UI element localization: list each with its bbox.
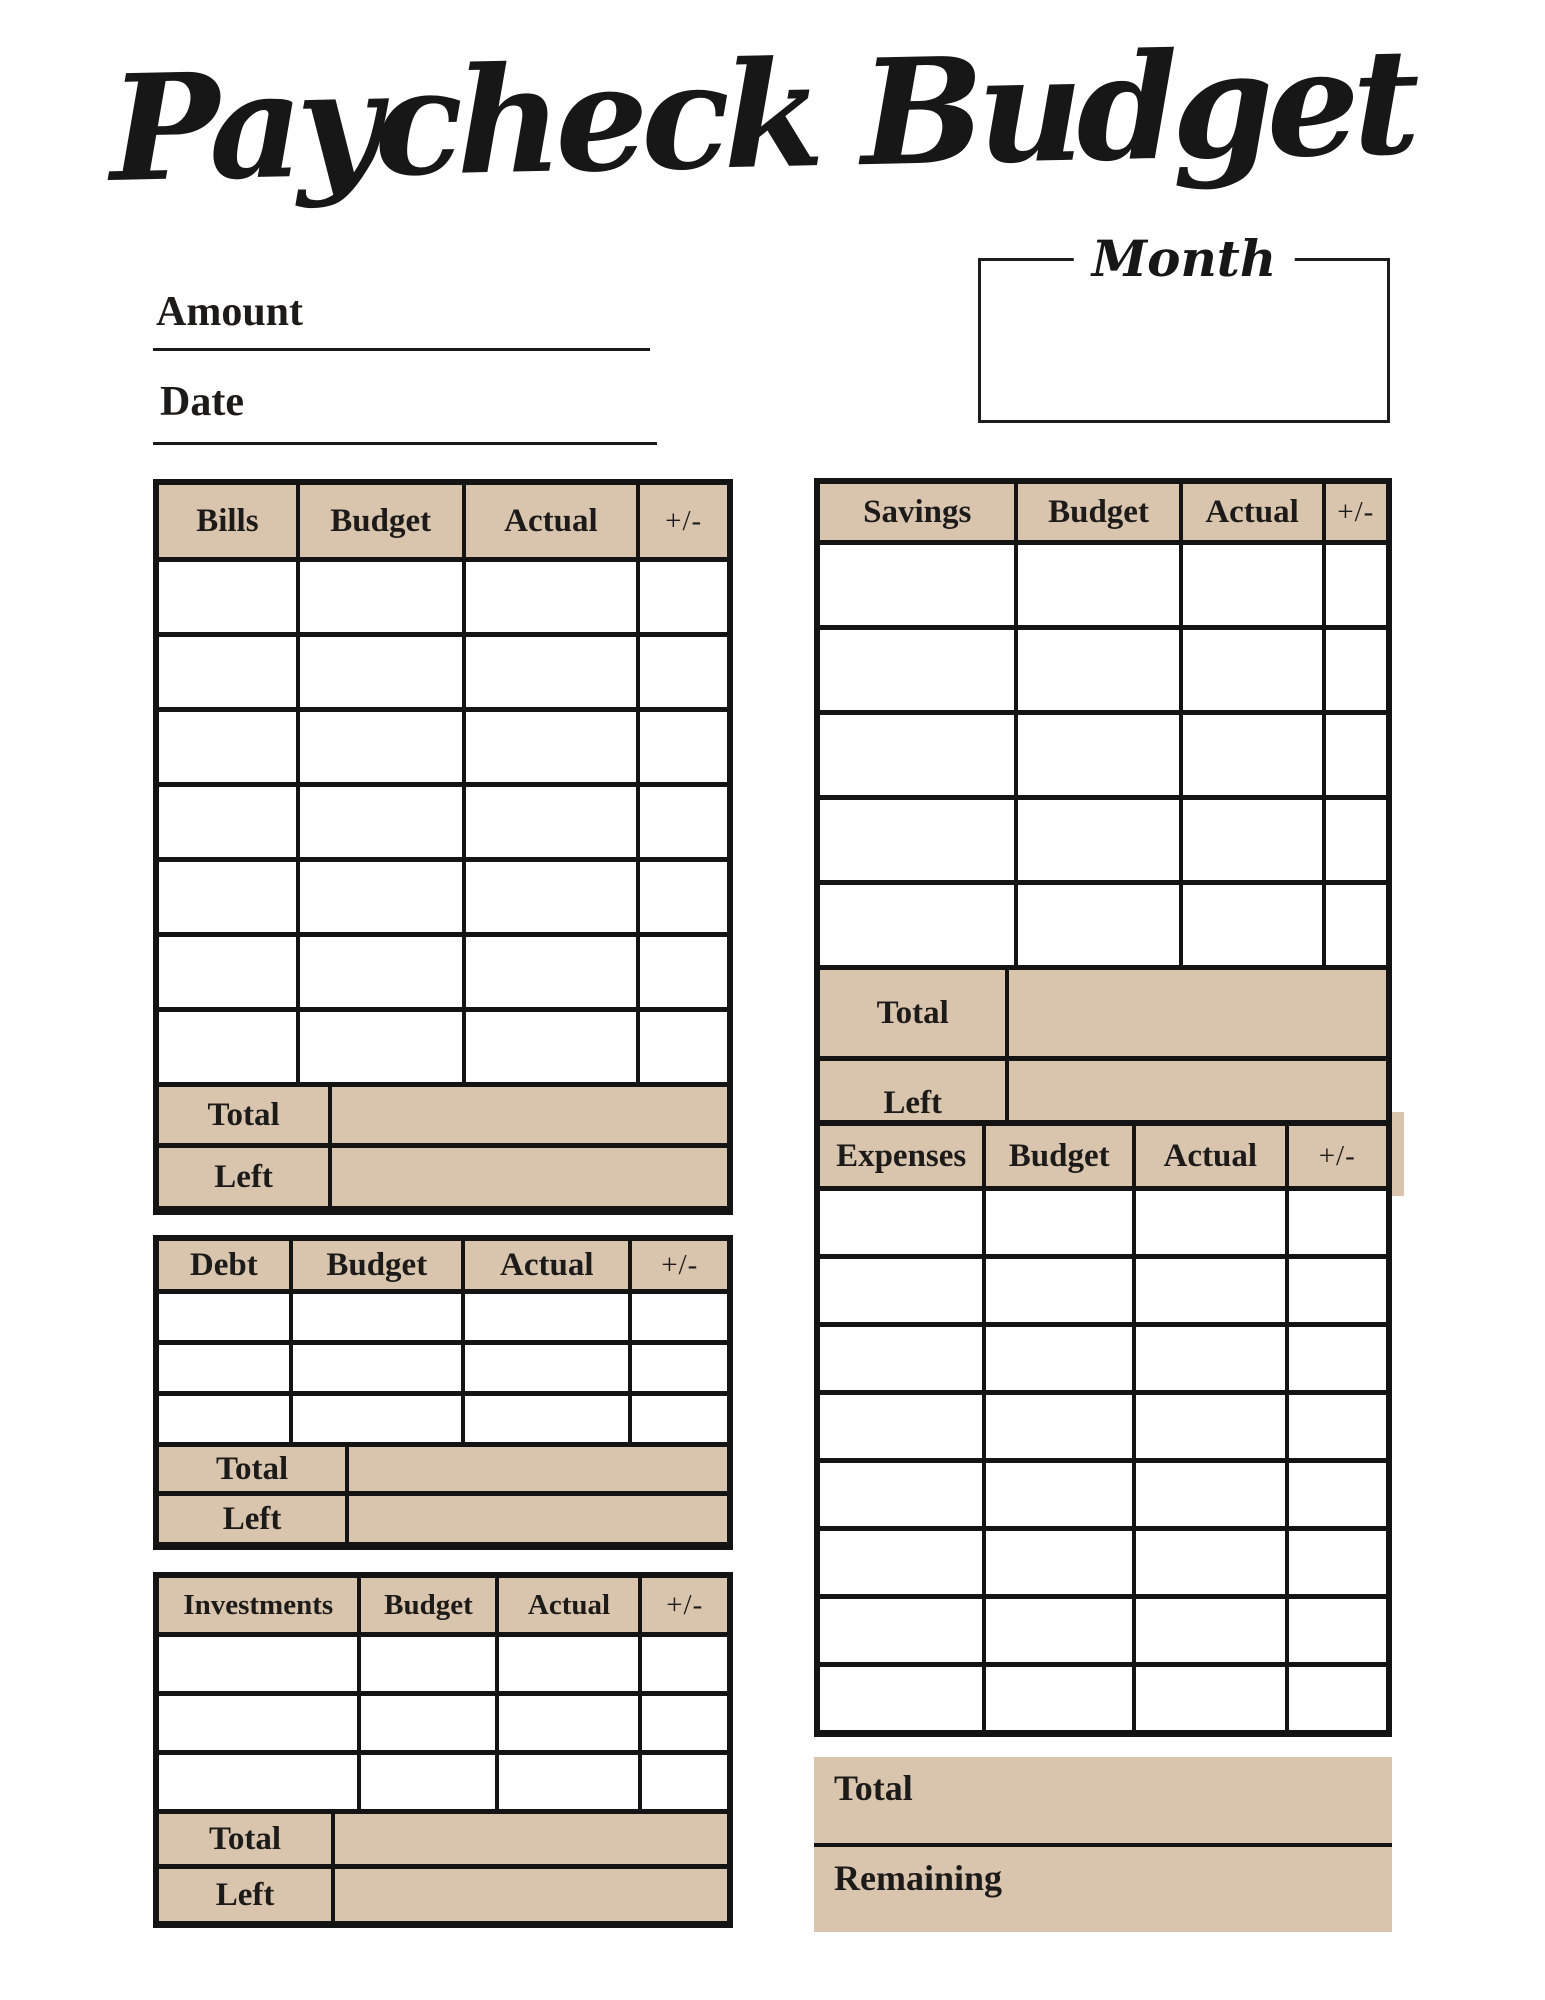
bills-cell-r7c2[interactable] [300, 1012, 462, 1082]
expenses-cell-r3c1[interactable] [820, 1327, 982, 1390]
savings-actual-header: Actual [1183, 484, 1322, 540]
expenses-cell-r6c4[interactable] [1289, 1531, 1387, 1594]
bills-row-2 [159, 637, 727, 707]
investments-row-3 [159, 1755, 727, 1809]
investments-actual-header: Actual [499, 1578, 638, 1632]
debt-row-3 [159, 1396, 727, 1442]
bills-cell-r5c3[interactable] [466, 862, 637, 932]
investments-cell-r3c2[interactable] [361, 1755, 495, 1809]
debt-left-label: Left [159, 1496, 345, 1542]
savings-row-3 [820, 715, 1386, 795]
bills-cell-r4c3[interactable] [466, 787, 637, 857]
savings-cell-r4c1[interactable] [820, 800, 1014, 880]
investments-cell-r3c4[interactable] [642, 1755, 727, 1809]
expenses-cell-r2c4[interactable] [1289, 1259, 1387, 1322]
bills-left-label: Left [159, 1148, 328, 1206]
expenses-cell-r2c3[interactable] [1136, 1259, 1284, 1322]
bills-cell-r4c2[interactable] [300, 787, 462, 857]
amount-label: Amount [156, 289, 304, 335]
debt-cell-r1c3[interactable] [465, 1294, 628, 1340]
savings-cell-r2c4[interactable] [1326, 630, 1386, 710]
bills-row-4 [159, 787, 727, 857]
investments-plus-minus-header: +/- [642, 1578, 727, 1632]
investments-cell-r2c1[interactable] [159, 1696, 357, 1750]
bills-cell-r7c4[interactable] [640, 1012, 727, 1082]
investments-total-label: Total [159, 1814, 331, 1864]
bills-row-5 [159, 862, 727, 932]
bills-plus-minus-header: +/- [640, 485, 727, 557]
bills-row-7 [159, 1012, 727, 1082]
savings-cell-r5c1[interactable] [820, 885, 1014, 965]
debt-cell-r3c2[interactable] [293, 1396, 461, 1442]
investments-total-row [159, 1814, 727, 1864]
expenses-cell-r7c4[interactable] [1289, 1599, 1387, 1662]
expenses-cell-r1c4[interactable] [1289, 1191, 1387, 1254]
bills-total-row [159, 1087, 727, 1143]
investments-row-1 [159, 1637, 727, 1691]
expenses-cell-r3c3[interactable] [1136, 1327, 1284, 1390]
savings-cell-r2c1[interactable] [820, 630, 1014, 710]
debt-cell-r3c1[interactable] [159, 1396, 289, 1442]
debt-cell-r3c4[interactable] [632, 1396, 727, 1442]
expenses-summary-block [814, 1757, 1392, 1932]
savings-cell-r1c2[interactable] [1018, 545, 1178, 625]
savings-cell-r4c4[interactable] [1326, 800, 1386, 880]
expenses-cell-r3c2[interactable] [986, 1327, 1132, 1390]
savings-total-row [820, 970, 1386, 1056]
expenses-cell-r1c2[interactable] [986, 1191, 1132, 1254]
bills-cell-r2c3[interactable] [466, 637, 637, 707]
expenses-row-7 [820, 1599, 1386, 1662]
bills-cell-r6c1[interactable] [159, 937, 296, 1007]
bills-cell-r1c1[interactable] [159, 562, 296, 632]
debt-cell-r2c3[interactable] [465, 1345, 628, 1391]
investments-left-value[interactable] [335, 1869, 727, 1921]
expenses-header-shadow [1392, 1112, 1404, 1196]
investments-cell-r3c3[interactable] [499, 1755, 638, 1809]
summary-remaining-label: Remaining [834, 1857, 1003, 1898]
bills-cell-r3c3[interactable] [466, 712, 637, 782]
debt-left-row [159, 1496, 727, 1542]
bills-cell-r5c2[interactable] [300, 862, 462, 932]
expenses-row-3 [820, 1327, 1386, 1390]
bills-cell-r7c1[interactable] [159, 1012, 296, 1082]
bills-cell-r7c3[interactable] [466, 1012, 637, 1082]
bills-cell-r6c4[interactable] [640, 937, 727, 1007]
expenses-cell-r2c1[interactable] [820, 1259, 982, 1322]
bills-header: Bills [159, 485, 296, 557]
expenses-cell-r4c2[interactable] [986, 1395, 1132, 1458]
bills-budget-header: Budget [300, 485, 462, 557]
bills-total-value[interactable] [332, 1087, 727, 1143]
investments-left-label: Left [159, 1869, 331, 1921]
debt-cell-r2c1[interactable] [159, 1345, 289, 1391]
debt-table [153, 1235, 733, 1550]
savings-cell-r4c3[interactable] [1183, 800, 1322, 880]
investments-cell-r2c4[interactable] [642, 1696, 727, 1750]
debt-total-label: Total [159, 1447, 345, 1491]
expenses-row-2 [820, 1259, 1386, 1322]
investments-budget-header: Budget [361, 1578, 495, 1632]
debt-budget-header: Budget [293, 1241, 461, 1289]
expenses-cell-r7c1[interactable] [820, 1599, 982, 1662]
expenses-cell-r8c3[interactable] [1136, 1667, 1284, 1730]
expenses-cell-r8c2[interactable] [986, 1667, 1132, 1730]
debt-cell-r1c1[interactable] [159, 1294, 289, 1340]
expenses-cell-r1c1[interactable] [820, 1191, 982, 1254]
savings-cell-r3c1[interactable] [820, 715, 1014, 795]
debt-cell-r1c2[interactable] [293, 1294, 461, 1340]
expenses-actual-header: Actual [1136, 1126, 1284, 1186]
expenses-cell-r4c1[interactable] [820, 1395, 982, 1458]
savings-table [814, 478, 1392, 1151]
savings-cell-r3c4[interactable] [1326, 715, 1386, 795]
expenses-cell-r3c4[interactable] [1289, 1327, 1387, 1390]
bills-cell-r1c4[interactable] [640, 562, 727, 632]
bills-table [153, 479, 733, 1215]
debt-cell-r2c4[interactable] [632, 1345, 727, 1391]
expenses-cell-r1c3[interactable] [1136, 1191, 1284, 1254]
bills-row-1 [159, 562, 727, 632]
summary-total-section[interactable] [814, 1757, 1392, 1847]
expenses-cell-r6c1[interactable] [820, 1531, 982, 1594]
expenses-cell-r6c3[interactable] [1136, 1531, 1284, 1594]
bills-cell-r2c1[interactable] [159, 637, 296, 707]
bills-cell-r3c2[interactable] [300, 712, 462, 782]
investments-cell-r2c2[interactable] [361, 1696, 495, 1750]
bills-cell-r3c4[interactable] [640, 712, 727, 782]
expenses-header-row [820, 1126, 1386, 1186]
savings-cell-r2c3[interactable] [1183, 630, 1322, 710]
bills-cell-r5c4[interactable] [640, 862, 727, 932]
expenses-cell-r5c3[interactable] [1136, 1463, 1284, 1526]
debt-cell-r1c4[interactable] [632, 1294, 727, 1340]
bills-left-row [159, 1148, 727, 1206]
expenses-cell-r2c2[interactable] [986, 1259, 1132, 1322]
bills-cell-r4c4[interactable] [640, 787, 727, 857]
date-label: Date [160, 379, 244, 425]
bills-cell-r1c3[interactable] [466, 562, 637, 632]
savings-row-2 [820, 630, 1386, 710]
investments-cell-r1c4[interactable] [642, 1637, 727, 1691]
bills-cell-r4c1[interactable] [159, 787, 296, 857]
investments-left-row [159, 1869, 727, 1921]
debt-cell-r2c2[interactable] [293, 1345, 461, 1391]
expenses-cell-r5c2[interactable] [986, 1463, 1132, 1526]
bills-cell-r2c4[interactable] [640, 637, 727, 707]
savings-cell-r3c2[interactable] [1018, 715, 1178, 795]
savings-cell-r2c2[interactable] [1018, 630, 1178, 710]
expenses-row-6 [820, 1531, 1386, 1594]
summary-total-label: Total [834, 1768, 913, 1808]
month-box[interactable] [978, 229, 1390, 423]
investments-cell-r1c3[interactable] [499, 1637, 638, 1691]
savings-plus-minus-header: +/- [1326, 484, 1386, 540]
investments-cell-r1c1[interactable] [159, 1637, 357, 1691]
date-input-line[interactable] [153, 442, 657, 445]
expenses-header: Expenses [820, 1126, 982, 1186]
month-label: Month [1074, 221, 1295, 297]
expenses-cell-r4c4[interactable] [1289, 1395, 1387, 1458]
investments-header: Investments [159, 1578, 357, 1632]
investments-total-value[interactable] [335, 1814, 727, 1864]
expenses-table [814, 1120, 1392, 1737]
savings-cell-r1c3[interactable] [1183, 545, 1322, 625]
expenses-row-1 [820, 1191, 1386, 1254]
savings-cell-r4c2[interactable] [1018, 800, 1178, 880]
bills-row-3 [159, 712, 727, 782]
bills-cell-r3c1[interactable] [159, 712, 296, 782]
savings-cell-r1c1[interactable] [820, 545, 1014, 625]
expenses-row-5 [820, 1463, 1386, 1526]
debt-header-row [159, 1241, 727, 1289]
investments-cell-r2c3[interactable] [499, 1696, 638, 1750]
savings-row-4 [820, 800, 1386, 880]
debt-total-row [159, 1447, 727, 1491]
expenses-cell-r7c3[interactable] [1136, 1599, 1284, 1662]
investments-cell-r1c2[interactable] [361, 1637, 495, 1691]
summary-remaining-section[interactable] [814, 1847, 1392, 1933]
expenses-cell-r7c2[interactable] [986, 1599, 1132, 1662]
debt-left-value[interactable] [349, 1496, 727, 1542]
savings-cell-r3c3[interactable] [1183, 715, 1322, 795]
bills-cell-r6c2[interactable] [300, 937, 462, 1007]
savings-cell-r5c4[interactable] [1326, 885, 1386, 965]
bills-total-label: Total [159, 1087, 328, 1143]
debt-row-2 [159, 1345, 727, 1391]
expenses-budget-header: Budget [986, 1126, 1132, 1186]
debt-header: Debt [159, 1241, 289, 1289]
debt-cell-r3c3[interactable] [465, 1396, 628, 1442]
bills-actual-header: Actual [466, 485, 637, 557]
expenses-cell-r5c1[interactable] [820, 1463, 982, 1526]
amount-input-line[interactable] [153, 348, 650, 351]
savings-total-value[interactable] [1009, 970, 1386, 1056]
bills-cell-r1c2[interactable] [300, 562, 462, 632]
expenses-cell-r5c4[interactable] [1289, 1463, 1387, 1526]
page-title: Paycheck Budget [108, 16, 1415, 215]
savings-cell-r5c3[interactable] [1183, 885, 1322, 965]
investments-table [153, 1572, 733, 1928]
investments-header-row [159, 1578, 727, 1632]
debt-row-1 [159, 1294, 727, 1340]
bills-cell-r6c3[interactable] [466, 937, 637, 1007]
expenses-cell-r8c4[interactable] [1289, 1667, 1387, 1730]
investments-cell-r3c1[interactable] [159, 1755, 357, 1809]
savings-left-label: Left [820, 1061, 1005, 1145]
bills-header-row [159, 485, 727, 557]
expenses-row-8 [820, 1667, 1386, 1730]
expenses-row-4 [820, 1395, 1386, 1458]
expenses-cell-r8c1[interactable] [820, 1667, 982, 1730]
expenses-plus-minus-header: +/- [1289, 1126, 1387, 1186]
bills-left-value[interactable] [332, 1148, 727, 1206]
debt-actual-header: Actual [465, 1241, 628, 1289]
savings-header-row [820, 484, 1386, 540]
savings-header: Savings [820, 484, 1014, 540]
savings-row-5 [820, 885, 1386, 965]
savings-total-label: Total [820, 970, 1005, 1056]
bills-cell-r2c2[interactable] [300, 637, 462, 707]
savings-cell-r1c4[interactable] [1326, 545, 1386, 625]
expenses-cell-r6c2[interactable] [986, 1531, 1132, 1594]
bills-row-6 [159, 937, 727, 1007]
savings-row-1 [820, 545, 1386, 625]
investments-row-2 [159, 1696, 727, 1750]
expenses-cell-r4c3[interactable] [1136, 1395, 1284, 1458]
debt-total-value[interactable] [349, 1447, 727, 1491]
savings-budget-header: Budget [1018, 484, 1178, 540]
savings-cell-r5c2[interactable] [1018, 885, 1178, 965]
bills-cell-r5c1[interactable] [159, 862, 296, 932]
debt-plus-minus-header: +/- [632, 1241, 727, 1289]
